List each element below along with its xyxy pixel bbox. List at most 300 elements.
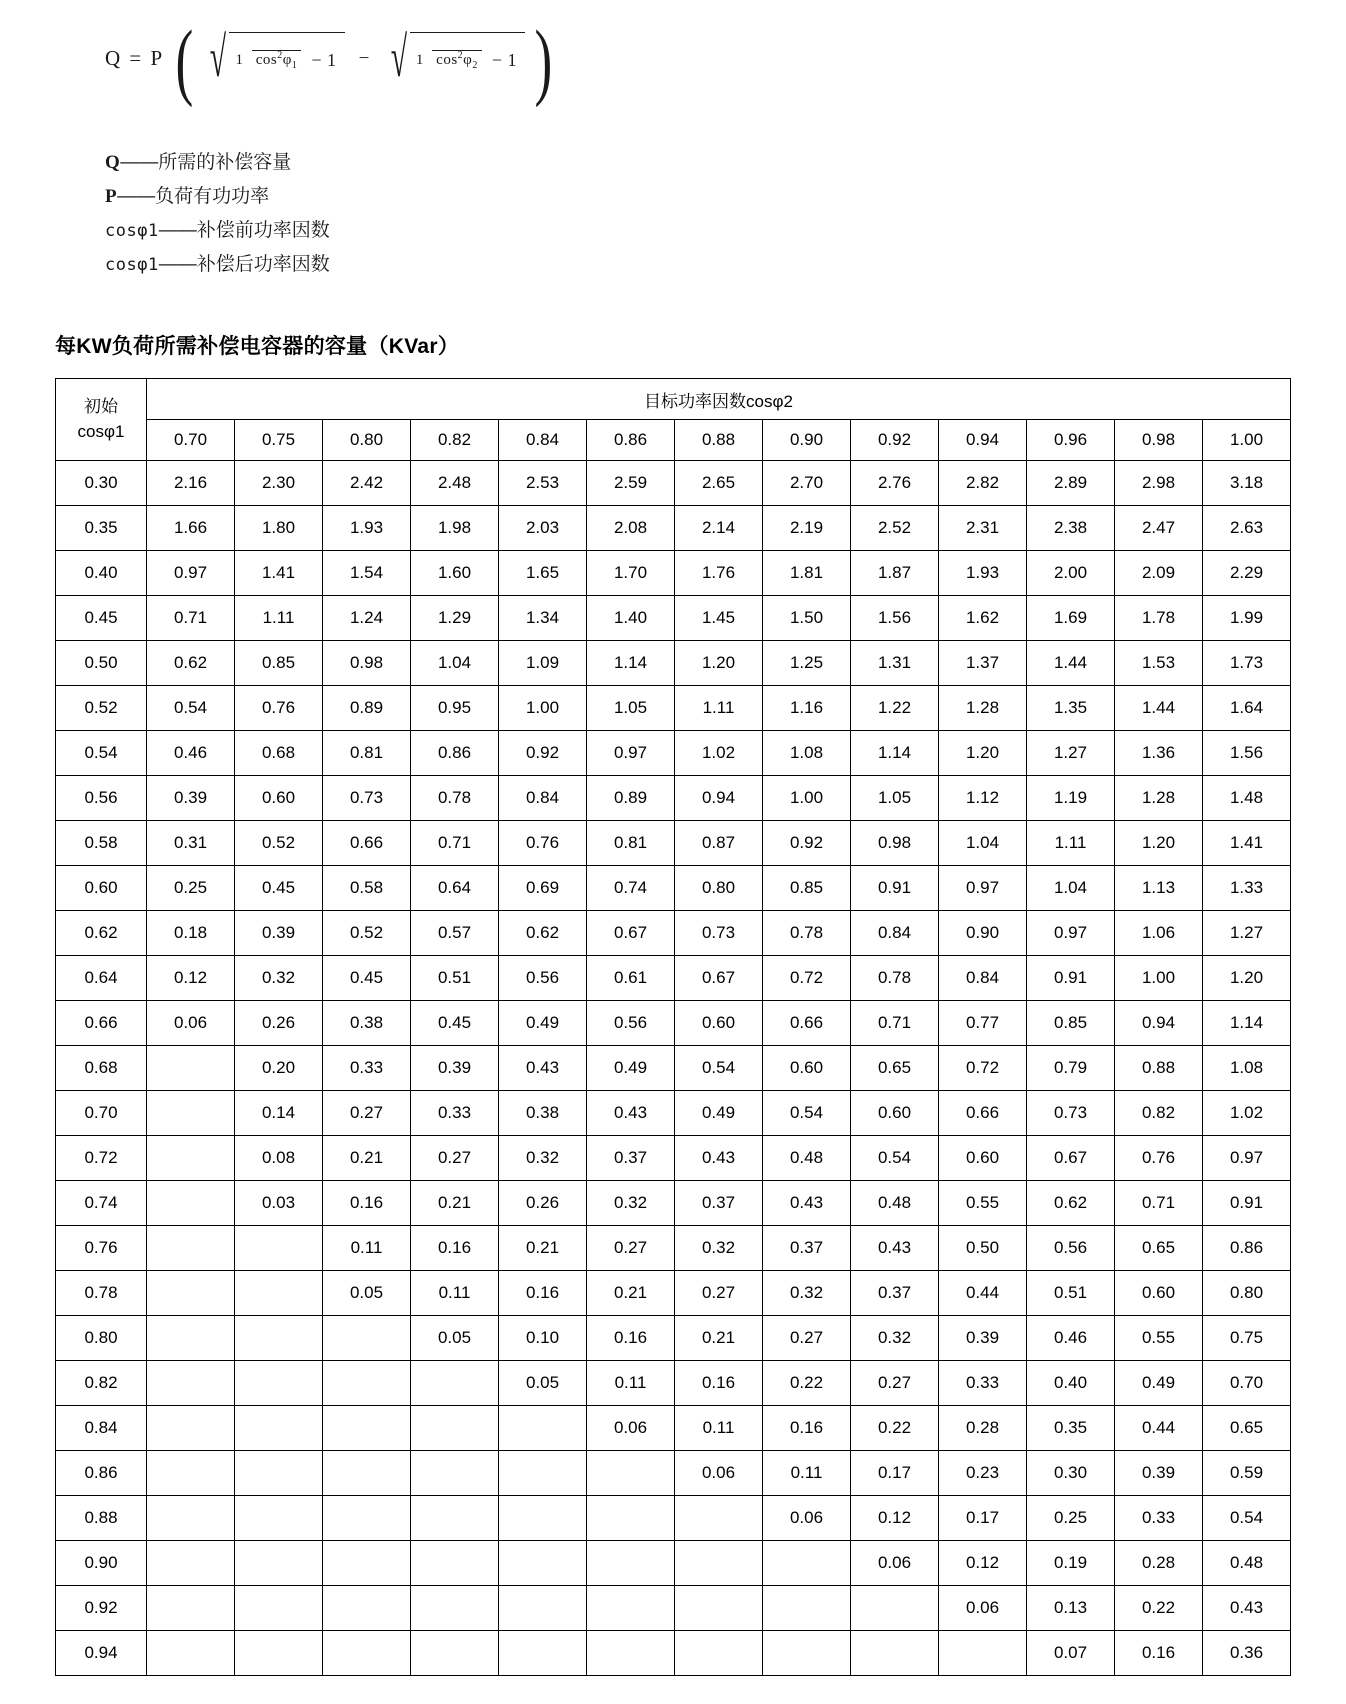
table-cell: 0.67 [587,911,675,956]
table-cell [147,1496,235,1541]
table-cell [411,1586,499,1631]
table-cell: 0.59 [1203,1451,1291,1496]
table-cell: 0.05 [411,1316,499,1361]
table-cell: 0.98 [323,641,411,686]
table-cell: 2.63 [1203,506,1291,551]
table-cell: 2.14 [675,506,763,551]
table-cell: 0.98 [851,821,939,866]
table-cell: 0.54 [851,1136,939,1181]
table-cell: 0.06 [587,1406,675,1451]
table-cell: 0.48 [851,1181,939,1226]
table-cell: 1.66 [147,506,235,551]
table-cell: 0.27 [587,1226,675,1271]
table-cell [323,1541,411,1586]
table-cell: 0.22 [763,1361,851,1406]
legend-dash: —— [120,152,159,173]
table-cell [323,1406,411,1451]
legend-item [105,146,1291,180]
table-row [56,821,1291,866]
table-cell: 0.06 [675,1451,763,1496]
table-cell [235,1586,323,1631]
fraction-denominator: $\cos^2\varphi_2$ [432,50,482,68]
table-cell: 0.06 [763,1496,851,1541]
table-cell: 0.82 [1115,1091,1203,1136]
legend-text: 补偿前功率因数 [196,220,330,241]
table-cell: 1.05 [587,686,675,731]
table-cell: 0.61 [587,956,675,1001]
table-row [56,731,1291,776]
formula-block [105,12,1291,120]
table-cell: 1.93 [939,551,1027,596]
table-cell: 1.12 [939,776,1027,821]
table-cell: 1.11 [235,596,323,641]
table-cell: 0.11 [411,1271,499,1316]
row-header-cos-phi1: 0.80 [56,1316,147,1361]
table-cell: 0.89 [323,686,411,731]
table-cell: 1.31 [851,641,939,686]
table-cell: 0.55 [939,1181,1027,1226]
table-cell: 1.54 [323,551,411,596]
table-cell: 0.20 [235,1046,323,1091]
row-header-cos-phi1: 0.54 [56,731,147,776]
table-cell: 0.45 [323,956,411,1001]
legend-symbol: P [105,186,118,207]
table-cell: 0.25 [1027,1496,1115,1541]
table-cell: 0.12 [939,1541,1027,1586]
table-cell: 0.16 [499,1271,587,1316]
table-cell [851,1631,939,1676]
table-cell: 0.27 [851,1361,939,1406]
minus-one-second: − 1 [491,50,517,71]
table-cell: 0.76 [499,821,587,866]
table-cell: 0.17 [851,1451,939,1496]
table-cell: 0.91 [851,866,939,911]
legend-dash: —— [158,220,197,241]
table-cell: 1.53 [1115,641,1203,686]
table-cell: 1.98 [411,506,499,551]
table-cell: 0.37 [675,1181,763,1226]
table-cell: 0.32 [763,1271,851,1316]
row-header-cos-phi1: 0.64 [56,956,147,1001]
table-cell: 1.00 [499,686,587,731]
table-cell: 0.03 [235,1181,323,1226]
right-paren: ) [534,12,553,108]
table-cell: 1.80 [235,506,323,551]
table-cell: 0.21 [587,1271,675,1316]
legend-text: 补偿后功率因数 [196,254,330,275]
table-cell: 0.60 [763,1046,851,1091]
table-cell: 0.19 [1027,1541,1115,1586]
table-cell: 1.19 [1027,776,1115,821]
table-cell [499,1541,587,1586]
compensation-formula [105,12,558,108]
table-cell: 1.20 [1203,956,1291,1001]
row-header-cos-phi1: 0.52 [56,686,147,731]
table-cell: 0.39 [939,1316,1027,1361]
table-cell: 1.44 [1115,686,1203,731]
table-cell [411,1496,499,1541]
row-header-cos-phi1: 0.82 [56,1361,147,1406]
table-cell: 0.73 [323,776,411,821]
table-cell: 1.56 [1203,731,1291,776]
table-cell: 0.78 [851,956,939,1001]
table-row [56,641,1291,686]
table-cell: 0.60 [1115,1271,1203,1316]
legend-dash: —— [117,186,156,207]
table-cell [411,1451,499,1496]
table-cell: 0.65 [851,1046,939,1091]
table-cell: 0.54 [1203,1496,1291,1541]
table-cell: 0.94 [1115,1001,1203,1046]
table-cell: 1.73 [1203,641,1291,686]
row-header-cos-phi1: 0.35 [56,506,147,551]
table-cell [675,1496,763,1541]
table-cell: 0.84 [939,956,1027,1001]
table-cell: 0.85 [1027,1001,1115,1046]
table-cell: 0.33 [323,1046,411,1091]
table-cell: 1.99 [1203,596,1291,641]
table-cell: 1.78 [1115,596,1203,641]
table-cell: 0.71 [851,1001,939,1046]
legend-item [105,180,1291,214]
table-cell [147,1541,235,1586]
table-cell: 0.11 [587,1361,675,1406]
table-cell: 0.74 [587,866,675,911]
table-cell [499,1451,587,1496]
table-cell: 0.84 [499,776,587,821]
table-cell: 0.72 [939,1046,1027,1091]
table-cell: 0.78 [411,776,499,821]
corner-line-2: cosφ1 [77,421,125,441]
minus-one-first: − 1 [311,50,337,71]
table-row [56,1406,1291,1451]
table-cell [235,1316,323,1361]
row-header-cos-phi1: 0.62 [56,911,147,956]
table-cell [323,1631,411,1676]
row-header-cos-phi1: 0.60 [56,866,147,911]
table-cell: 1.28 [1115,776,1203,821]
corner-line-1: 初始 [84,396,118,416]
table-cell: 0.97 [147,551,235,596]
table-cell: 1.36 [1115,731,1203,776]
table-row [56,776,1291,821]
table-cell: 0.52 [323,911,411,956]
table-cell: 0.08 [235,1136,323,1181]
column-header: 0.88 [675,420,763,461]
table-cell: 0.76 [235,686,323,731]
table-cell: 0.48 [763,1136,851,1181]
table-cell: 1.08 [1203,1046,1291,1091]
table-cell: 0.55 [1115,1316,1203,1361]
table-cell [147,1181,235,1226]
table-cell: 0.84 [851,911,939,956]
table-cell: 1.04 [1027,866,1115,911]
table-cell: 0.27 [323,1091,411,1136]
table-cell: 1.16 [763,686,851,731]
row-header-cos-phi1: 0.92 [56,1586,147,1631]
row-header-cos-phi1: 0.84 [56,1406,147,1451]
table-cell [147,1136,235,1181]
table-cell: 1.41 [1203,821,1291,866]
table-row [56,956,1291,1001]
table-cell [323,1496,411,1541]
table-cell [147,1586,235,1631]
table-cell: 0.81 [587,821,675,866]
table-cell [411,1631,499,1676]
row-header-cos-phi1: 0.72 [56,1136,147,1181]
formula-legend [105,146,1291,282]
table-cell: 0.14 [235,1091,323,1136]
table-cell [235,1451,323,1496]
table-cell: 1.22 [851,686,939,731]
table-cell [235,1271,323,1316]
fraction-numerator: 1 [415,52,424,69]
table-cell [147,1361,235,1406]
table-cell: 1.20 [675,641,763,686]
table-cell: 0.56 [499,956,587,1001]
table-cell: 0.62 [1027,1181,1115,1226]
table-cell: 0.26 [499,1181,587,1226]
table-cell: 0.39 [411,1046,499,1091]
table-cell: 0.06 [147,1001,235,1046]
radical-first [203,25,344,89]
legend-text: 所需的补偿容量 [158,152,292,173]
table-row [56,911,1291,956]
column-header: 0.96 [1027,420,1115,461]
table-cell: 0.39 [147,776,235,821]
table-row [56,1181,1291,1226]
table-cell: 2.16 [147,461,235,506]
table-cell: 0.66 [763,1001,851,1046]
row-header-cos-phi1: 0.66 [56,1001,147,1046]
table-cell: 0.38 [323,1001,411,1046]
legend-text: 负荷有功功率 [155,186,270,207]
table-cell: 0.35 [1027,1406,1115,1451]
table-cell: 0.58 [323,866,411,911]
radical-second [384,25,525,89]
table-cell: 1.27 [1027,731,1115,776]
table-cell: 1.06 [1115,911,1203,956]
row-header-cos-phi1: 0.70 [56,1091,147,1136]
table-cell: 0.43 [675,1136,763,1181]
table-cell: 0.43 [499,1046,587,1091]
table-row [56,1091,1291,1136]
table-cell: 2.65 [675,461,763,506]
radical-sign-icon: √ [210,25,227,89]
table-cell: 0.46 [147,731,235,776]
table-cell: 0.49 [499,1001,587,1046]
table-row [56,1136,1291,1181]
table-cell: 0.16 [675,1361,763,1406]
table-cell: 0.54 [763,1091,851,1136]
table-cell: 0.28 [939,1406,1027,1451]
table-cell: 2.89 [1027,461,1115,506]
table-cell [235,1541,323,1586]
table-cell: 0.16 [763,1406,851,1451]
table-cell: 0.07 [1027,1631,1115,1676]
table-cell: 0.97 [1027,911,1115,956]
table-cell: 0.57 [411,911,499,956]
table-cell: 1.62 [939,596,1027,641]
table-cell: 0.71 [1115,1181,1203,1226]
table-cell: 0.77 [939,1001,1027,1046]
table-row [56,1586,1291,1631]
table-cell: 2.30 [235,461,323,506]
table-cell [147,1226,235,1271]
column-header: 0.86 [587,420,675,461]
table-cell: 0.17 [939,1496,1027,1541]
table-cell [323,1316,411,1361]
legend-dash: —— [158,254,197,275]
table-cell: 2.19 [763,506,851,551]
table-cell [587,1586,675,1631]
table-cell: 0.05 [323,1271,411,1316]
table-cell: 0.16 [411,1226,499,1271]
table-row [56,686,1291,731]
table-cell: 0.65 [1203,1406,1291,1451]
table-cell: 1.40 [587,596,675,641]
table-cell: 1.14 [851,731,939,776]
row-header-cos-phi1: 0.94 [56,1631,147,1676]
table-cell: 1.33 [1203,866,1291,911]
column-header: 0.92 [851,420,939,461]
table-cell: 0.62 [499,911,587,956]
table-cell: 0.62 [147,641,235,686]
table-cell: 2.48 [411,461,499,506]
table-row [56,1316,1291,1361]
table-cell: 0.97 [939,866,1027,911]
table-cell: 0.46 [1027,1316,1115,1361]
table-cell: 0.60 [939,1136,1027,1181]
table-cell: 0.67 [1027,1136,1115,1181]
table-cell: 0.88 [1115,1046,1203,1091]
table-cell: 0.23 [939,1451,1027,1496]
table-cell: 1.69 [1027,596,1115,641]
table-cell: 0.64 [411,866,499,911]
table-cell [235,1406,323,1451]
table-cell: 0.33 [411,1091,499,1136]
table-cell: 0.32 [851,1316,939,1361]
table-cell: 1.02 [1203,1091,1291,1136]
table-cell: 1.44 [1027,641,1115,686]
legend-symbol: Q [105,152,121,173]
table-cell: 0.72 [763,956,851,1001]
row-header-cos-phi1: 0.30 [56,461,147,506]
table-cell: 2.98 [1115,461,1203,506]
formula-lhs: Q = P [105,46,165,71]
table-cell: 0.73 [1027,1091,1115,1136]
table-row [56,1226,1291,1271]
table-cell: 3.18 [1203,461,1291,506]
table-cell [587,1631,675,1676]
table-cell: 0.32 [675,1226,763,1271]
table-cell: 0.16 [323,1181,411,1226]
row-header-cos-phi1: 0.45 [56,596,147,641]
column-header: 0.98 [1115,420,1203,461]
row-header-cos-phi1: 0.86 [56,1451,147,1496]
table-cell: 1.81 [763,551,851,596]
table-top-header: 目标功率因数cosφ2 [147,379,1291,420]
table-cell: 0.11 [763,1451,851,1496]
table-cell [411,1541,499,1586]
table-cell: 0.40 [1027,1361,1115,1406]
table-cell: 0.37 [851,1271,939,1316]
table-cell: 0.79 [1027,1046,1115,1091]
table-cell: 0.18 [147,911,235,956]
table-cell [323,1586,411,1631]
table-cell: 2.76 [851,461,939,506]
table-cell: 0.48 [1203,1541,1291,1586]
table-cell: 0.12 [147,956,235,1001]
table-cell: 0.49 [587,1046,675,1091]
table-cell: 2.70 [763,461,851,506]
table-cell: 0.32 [499,1136,587,1181]
table-cell: 0.80 [1203,1271,1291,1316]
table-cell: 0.70 [1203,1361,1291,1406]
table-cell: 0.90 [939,911,1027,956]
table-cell: 0.81 [323,731,411,776]
table-cell: 1.14 [1203,1001,1291,1046]
formula-separator-minus: − [358,47,370,69]
table-cell: 0.65 [1115,1226,1203,1271]
table-cell: 1.70 [587,551,675,596]
table-cell [411,1361,499,1406]
table-cell: 0.54 [147,686,235,731]
table-cell [147,1316,235,1361]
radicand-second [410,32,525,86]
table-cell: 2.00 [1027,551,1115,596]
table-corner-header [56,379,147,461]
table-cell: 0.05 [499,1361,587,1406]
table-cell: 0.71 [411,821,499,866]
fraction-numerator: 1 [235,52,244,69]
legend-item [105,248,1291,282]
table-cell: 0.21 [499,1226,587,1271]
table-cell: 1.09 [499,641,587,686]
table-body [56,461,1291,1676]
table-cell: 2.08 [587,506,675,551]
table-cell: 0.87 [675,821,763,866]
table-cell: 0.32 [587,1181,675,1226]
radical-sign-icon: √ [390,25,408,89]
table-cell: 0.54 [675,1046,763,1091]
table-header-row-top [56,379,1291,420]
table-cell [411,1406,499,1451]
table-cell: 0.52 [235,821,323,866]
table-cell: 0.45 [235,866,323,911]
table-cell [587,1496,675,1541]
table-cell: 1.04 [411,641,499,686]
table-cell [147,1451,235,1496]
table-cell [587,1451,675,1496]
table-cell: 1.65 [499,551,587,596]
table-cell [499,1406,587,1451]
table-cell: 1.93 [323,506,411,551]
table-cell: 1.64 [1203,686,1291,731]
table-cell: 0.97 [1203,1136,1291,1181]
table-cell: 0.66 [323,821,411,866]
table-cell: 0.44 [1115,1406,1203,1451]
table-cell: 0.12 [851,1496,939,1541]
table-cell: 0.92 [499,731,587,776]
table-row [56,1541,1291,1586]
table-cell: 0.43 [1203,1586,1291,1631]
table-cell [147,1406,235,1451]
table-row [56,551,1291,596]
table-row [56,866,1291,911]
table-cell: 1.34 [499,596,587,641]
table-cell: 1.37 [939,641,1027,686]
